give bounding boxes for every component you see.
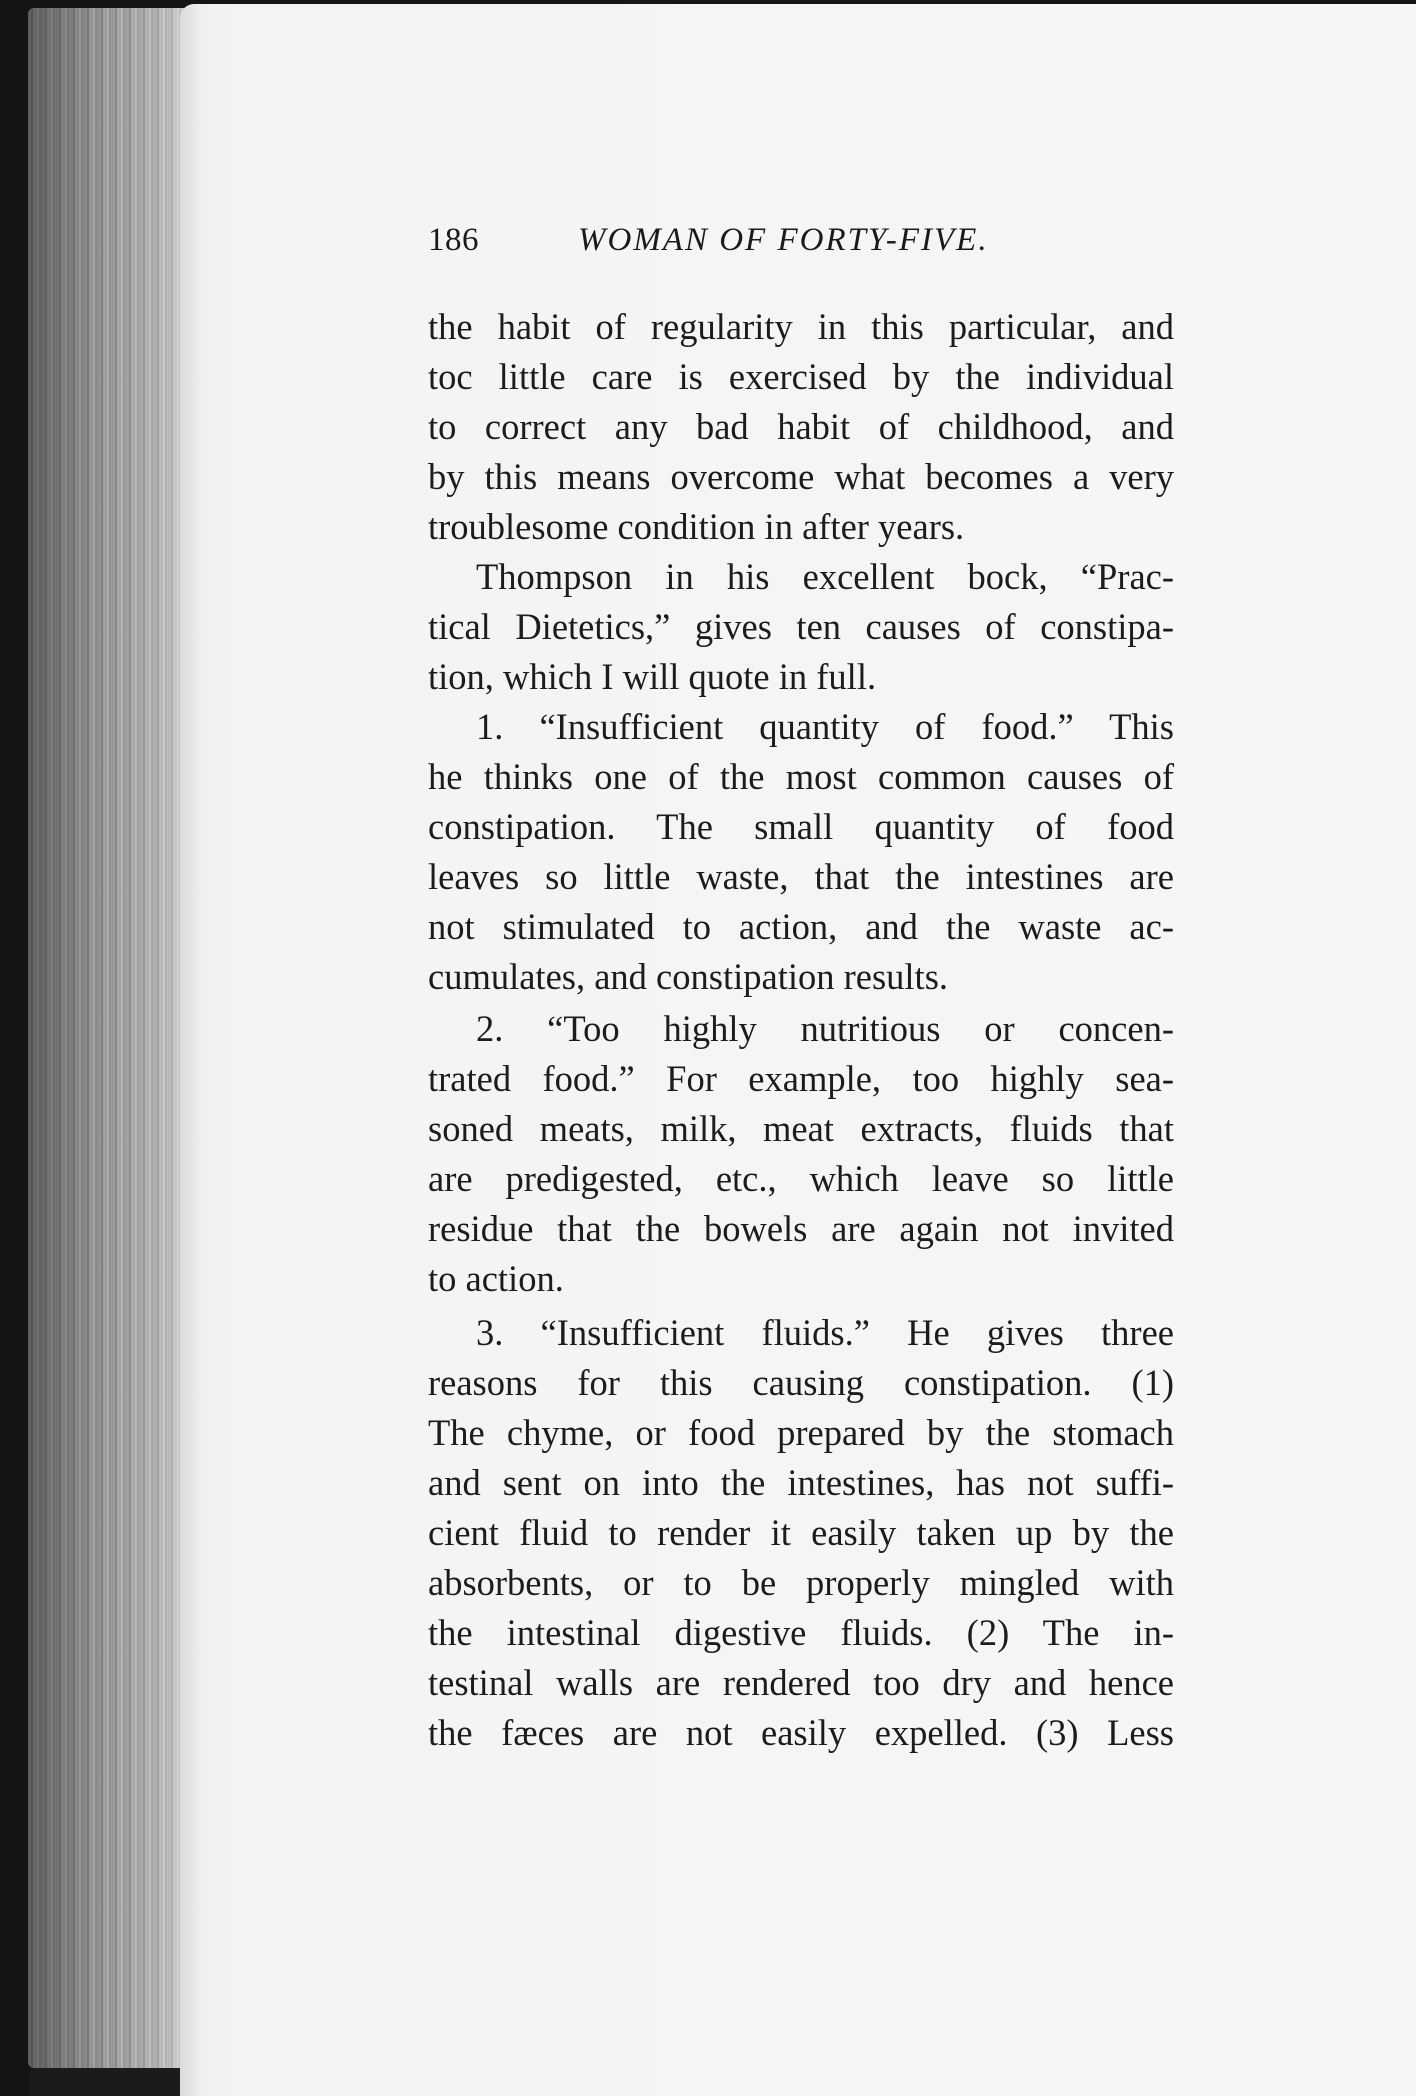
text-line: to action.	[428, 1258, 564, 1299]
book-page	[180, 4, 1416, 2096]
text-line: the habit of regularity in this particular, and	[428, 306, 1174, 347]
text-line: absorbents, or to be properly mingled with	[428, 1562, 1174, 1603]
running-head-title: WOMAN OF FORTY-FIVE.	[578, 222, 989, 258]
running-head	[428, 222, 1248, 270]
text-line: 1. “Insufficient quantity of food.” This	[476, 706, 1174, 747]
text-line: Thompson in his excellent bock, “Prac-	[476, 556, 1174, 597]
text-line: the intestinal digestive fluids. (2) The in-	[428, 1612, 1174, 1653]
text-line: reasons for this causing constipation. (1)	[428, 1362, 1174, 1403]
text-line: 2. “Too highly nutritious or concen-	[476, 1008, 1174, 1049]
text-line: trated food.” For example, too highly sea-	[428, 1058, 1174, 1099]
text-line: tical Dietetics,” gives ten causes of constipa-	[428, 606, 1174, 647]
text-line: testinal walls are rendered too dry and hence	[428, 1662, 1174, 1703]
text-line: constipation. The small quantity of food	[428, 806, 1174, 847]
text-line: toc little care is exercised by the individual	[428, 356, 1174, 397]
text-line: the fæces are not easily expelled. (3) Less	[428, 1712, 1174, 1753]
text-line: troublesome condition in after years.	[428, 506, 965, 547]
text-line: by this means overcome what becomes a very	[428, 456, 1174, 497]
text-line: he thinks one of the most common causes of	[428, 756, 1174, 797]
text-line: The chyme, or food prepared by the stomach	[428, 1412, 1174, 1453]
text-line: and sent on into the intestines, has not suffi-	[428, 1462, 1174, 1503]
text-line: cumulates, and constipation results.	[428, 956, 949, 997]
text-line: leaves so little waste, that the intestines are	[428, 856, 1174, 897]
text-line: soned meats, milk, meat extracts, fluids that	[428, 1108, 1174, 1149]
text-line: are predigested, etc., which leave so little	[428, 1158, 1174, 1199]
text-line: residue that the bowels are again not invited	[428, 1208, 1174, 1249]
text-line: to correct any bad habit of childhood, and	[428, 406, 1174, 447]
text-line: tion, which I will quote in full.	[428, 656, 877, 697]
page-number: 186	[428, 222, 479, 258]
text-line: not stimulated to action, and the waste ac-	[428, 906, 1174, 947]
scan-dark-margin	[0, 0, 30, 2096]
book-edge-shading	[28, 8, 188, 2068]
text-line: 3. “Insufficient fluids.” He gives three	[476, 1312, 1174, 1353]
text-line: cient fluid to render it easily taken up by the	[428, 1512, 1174, 1553]
